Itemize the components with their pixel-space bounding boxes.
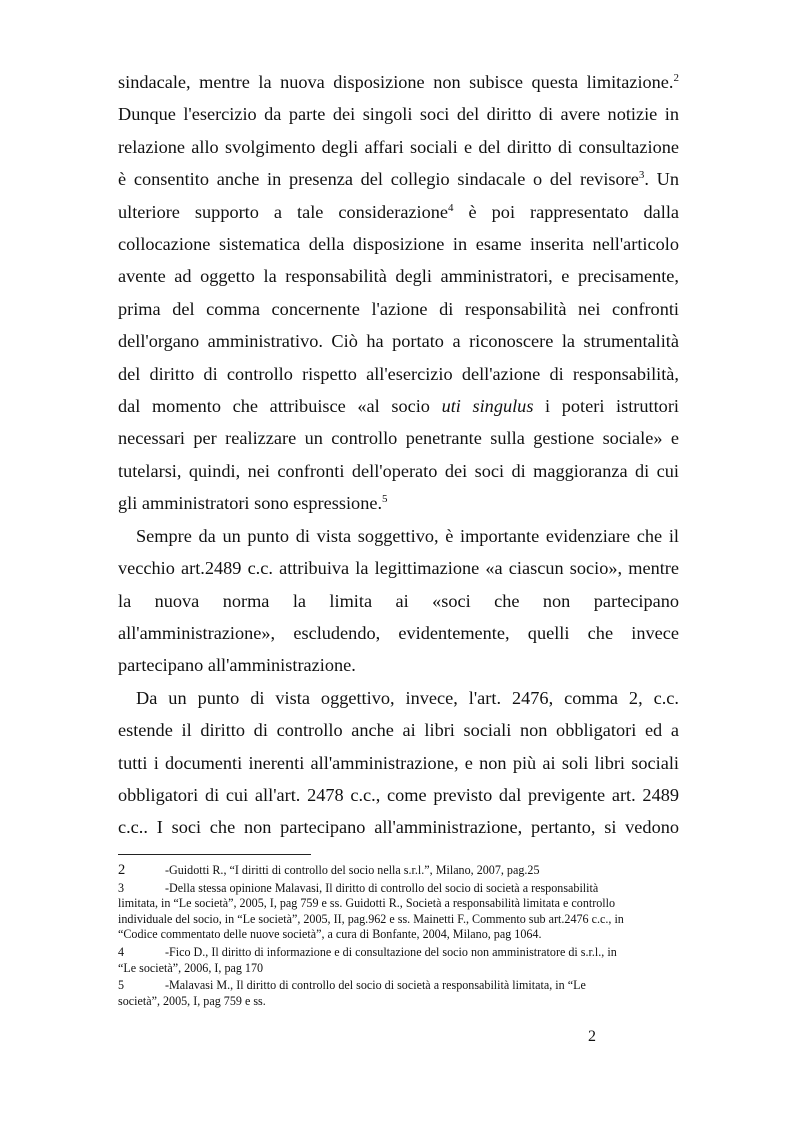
text-line: del diritto di controllo rispetto all'esercizio dell'azione di responsabilità, bbox=[118, 363, 679, 384]
text-span: sindacale, mentre la nuova disposizione non subisce questa limitazione. bbox=[118, 72, 674, 92]
text-line: obbligatori di cui all'art. 2478 c.c., come previsto dal previgente art. 2489 bbox=[118, 784, 679, 805]
footnote-2 bbox=[118, 863, 679, 879]
footnote-number: 3 bbox=[118, 880, 125, 895]
text-line: partecipano all'amministrazione. bbox=[118, 655, 356, 676]
text-span: è poi rappresentato dalla bbox=[453, 201, 680, 222]
page-number: 2 bbox=[588, 1028, 596, 1045]
footnote-ref-2: 2 bbox=[673, 71, 679, 84]
footnote-4 bbox=[118, 945, 679, 976]
footnotes bbox=[118, 863, 679, 1011]
paragraph-3 bbox=[118, 682, 679, 844]
text-line: avente ad oggetto la responsabilità degli amministratori, e precisamente, bbox=[118, 266, 679, 287]
footnote-text: -Guidotti R., “I diritti di controllo del socio nella s.r.l.”, Milano, 2007, pag.25 bbox=[165, 863, 540, 877]
text-line: dell'organo amministrativo. Ciò ha portato a riconoscere la strumentalità bbox=[118, 331, 679, 352]
text-line bbox=[118, 66, 679, 98]
text-line: all'amministrazione», escludendo, evidentemente, quelli che invece bbox=[118, 622, 679, 643]
footnote-text: “Le società”, 2006, I, pag 170 bbox=[118, 960, 264, 975]
text-line bbox=[118, 487, 679, 519]
text-span: . Un bbox=[644, 169, 680, 190]
text-span: i poteri istruttori bbox=[533, 396, 679, 417]
text-line: prima del comma concernente l'azione di responsabilità nei confronti bbox=[118, 298, 679, 319]
text-line: estende il diritto di controllo anche ai libri sociali non obbligatori ed a bbox=[118, 720, 679, 741]
text-line: Sempre da un punto di vista soggettivo, è importante evidenziare che il bbox=[136, 525, 679, 546]
text-span: dal momento che attribuisce «al socio bbox=[118, 396, 442, 417]
footnote-text: -Fico D., Il diritto di informazione e di consultazione del socio non amministratore di s.r.l., in bbox=[165, 944, 617, 959]
text-line bbox=[118, 390, 679, 422]
footnote-text: -Malavasi M., Il diritto di controllo del socio di società a responsabilità limitata, in “Le bbox=[165, 978, 586, 993]
text-line: c.c.. I soci che non partecipano all'amministrazione, pertanto, si vedono bbox=[118, 817, 679, 838]
text-line: Da un punto di vista oggettivo, invece, l'art. 2476, comma 2, c.c. bbox=[136, 687, 679, 708]
text-span: gli amministratori sono espressione. bbox=[118, 493, 383, 514]
footnote-text: limitata, in “Le società”, 2005, I, pag 759 e ss. Guidotti R., Società a responsabilità limitata e controllo bbox=[118, 896, 616, 911]
footnote-ref-3: 3 bbox=[638, 169, 645, 182]
body-text bbox=[118, 66, 679, 844]
paragraph-2 bbox=[118, 520, 679, 682]
text-line: vecchio art.2489 c.c. attribuiva la legittimazione «a ciascun socio», mentre bbox=[118, 558, 679, 579]
text-line: la nuova norma la limita ai «soci che non partecipano bbox=[118, 590, 679, 611]
text-line: collocazione sistematica della disposizione in esame inserita nell'articolo bbox=[118, 234, 679, 255]
text-line: relazione allo svolgimento degli affari sociali e del diritto di consultazione bbox=[118, 136, 679, 157]
footnote-number: 2 bbox=[118, 862, 126, 878]
text-line: Dunque l'esercizio da parte dei singoli soci del diritto di avere notizie in bbox=[118, 104, 679, 125]
italic-term: uti singulus bbox=[441, 396, 534, 417]
footnote-number: 5 bbox=[118, 978, 125, 993]
text-line bbox=[118, 196, 679, 228]
footnote-text: individuale del socio, in “Le società”, 2005, II, pag.962 e ss. Mainetti F., Commento sub art.2476 c.c., in bbox=[118, 911, 624, 926]
text-span: ulteriore supporto a tale considerazione bbox=[118, 201, 449, 222]
footnote-ref-4: 4 bbox=[448, 201, 454, 214]
footnote-text: società”, 2005, I, pag 759 e ss. bbox=[118, 993, 266, 1008]
footnote-ref-5: 5 bbox=[382, 493, 388, 506]
paragraph-1 bbox=[118, 66, 679, 520]
footnote-5 bbox=[118, 978, 679, 1009]
footnote-text: “Codice commentato delle nuove società”, a cura di Bonfante, 2004, Milano, pag 1064. bbox=[118, 927, 542, 942]
text-line: tutti i documenti inerenti all'amministrazione, e non più ai soli libri sociali bbox=[118, 752, 679, 773]
footnote-separator bbox=[118, 854, 311, 855]
footnote-3 bbox=[118, 881, 679, 943]
text-line: necessari per realizzare un controllo penetrante sulla gestione sociale» e bbox=[118, 428, 679, 449]
footnote-text: -Della stessa opinione Malavasi, Il diritto di controllo del socio di società a responsabilità bbox=[165, 880, 599, 895]
text-span: è consentito anche in presenza del collegio sindacale o del revisore bbox=[118, 169, 639, 190]
footnote-number: 4 bbox=[118, 944, 125, 959]
text-line: tutelarsi, quindi, nei confronti dell'operato dei soci di maggioranza di cui bbox=[118, 460, 679, 481]
text-line bbox=[118, 163, 679, 195]
